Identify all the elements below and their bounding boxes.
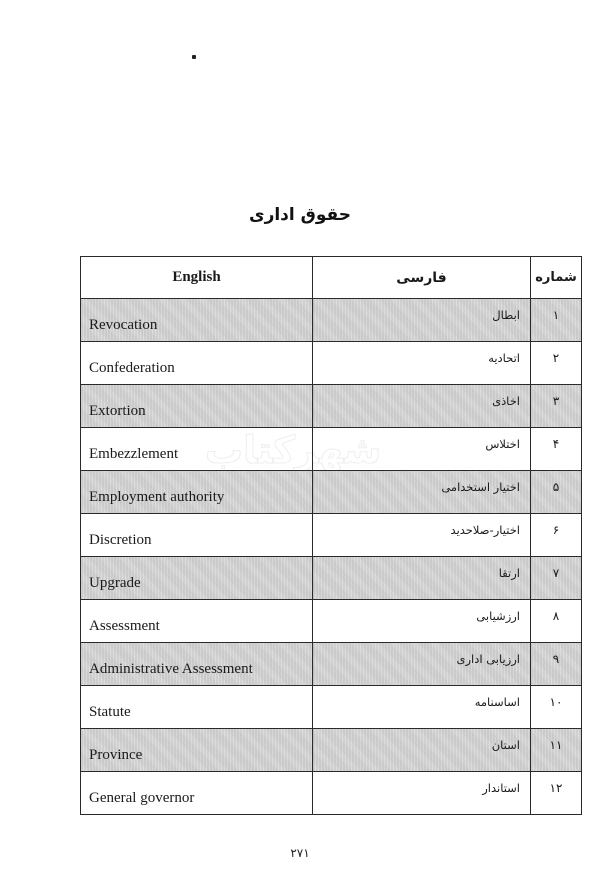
farsi-term: اخاذی bbox=[313, 385, 531, 428]
table-row bbox=[81, 299, 582, 342]
row-number: ۴ bbox=[531, 428, 582, 471]
page-number: ۲۷۱ bbox=[290, 846, 310, 860]
row-number: ۱۱ bbox=[531, 729, 582, 772]
farsi-term: اتحادیه bbox=[313, 342, 531, 385]
farsi-term: اختیار استخدامی bbox=[313, 471, 531, 514]
english-term: Confederation bbox=[81, 342, 313, 385]
english-term: Revocation bbox=[81, 299, 313, 342]
watermark: شهرکتاب bbox=[205, 428, 382, 472]
scan-speck bbox=[192, 55, 196, 59]
table-row bbox=[81, 342, 582, 385]
english-term: Upgrade bbox=[81, 557, 313, 600]
farsi-term: اختیار-صلاحدید bbox=[313, 514, 531, 557]
row-number: ۱۲ bbox=[531, 772, 582, 815]
english-term: Embezzlement bbox=[81, 428, 313, 471]
glossary-table bbox=[80, 256, 582, 815]
row-number: ۱ bbox=[531, 299, 582, 342]
farsi-term: اختلاس bbox=[313, 428, 531, 471]
row-number: ۳ bbox=[531, 385, 582, 428]
table-row bbox=[81, 600, 582, 643]
farsi-term: ارزیابی اداری bbox=[313, 643, 531, 686]
table-row bbox=[81, 385, 582, 428]
table-row bbox=[81, 557, 582, 600]
row-number: ۶ bbox=[531, 514, 582, 557]
table-row bbox=[81, 729, 582, 772]
table-row bbox=[81, 514, 582, 557]
table-row bbox=[81, 428, 582, 471]
english-term: General governor bbox=[81, 772, 313, 815]
table-row bbox=[81, 772, 582, 815]
row-number: ۸ bbox=[531, 600, 582, 643]
english-term: Discretion bbox=[81, 514, 313, 557]
english-term: Extortion bbox=[81, 385, 313, 428]
english-term: Assessment bbox=[81, 600, 313, 643]
table-row bbox=[81, 643, 582, 686]
farsi-term: استاندار bbox=[313, 772, 531, 815]
row-number: ۷ bbox=[531, 557, 582, 600]
english-term: Statute bbox=[81, 686, 313, 729]
page-title: حقوق اداری bbox=[248, 205, 351, 225]
table-header-row bbox=[81, 257, 582, 299]
english-term: Employment authority bbox=[81, 471, 313, 514]
header-number: شماره bbox=[531, 257, 582, 299]
row-number: ۹ bbox=[531, 643, 582, 686]
row-number: ۵ bbox=[531, 471, 582, 514]
farsi-term: ابطال bbox=[313, 299, 531, 342]
row-number: ۱۰ bbox=[531, 686, 582, 729]
farsi-term: استان bbox=[313, 729, 531, 772]
farsi-term: ارزشیابی bbox=[313, 600, 531, 643]
english-term: Administrative Assessment bbox=[81, 643, 313, 686]
header-farsi: فارسی bbox=[313, 257, 531, 299]
row-number: ۲ bbox=[531, 342, 582, 385]
table-row bbox=[81, 471, 582, 514]
farsi-term: ارتقا bbox=[313, 557, 531, 600]
header-english: English bbox=[81, 257, 313, 299]
table-row bbox=[81, 686, 582, 729]
english-term: Province bbox=[81, 729, 313, 772]
farsi-term: اساسنامه bbox=[313, 686, 531, 729]
